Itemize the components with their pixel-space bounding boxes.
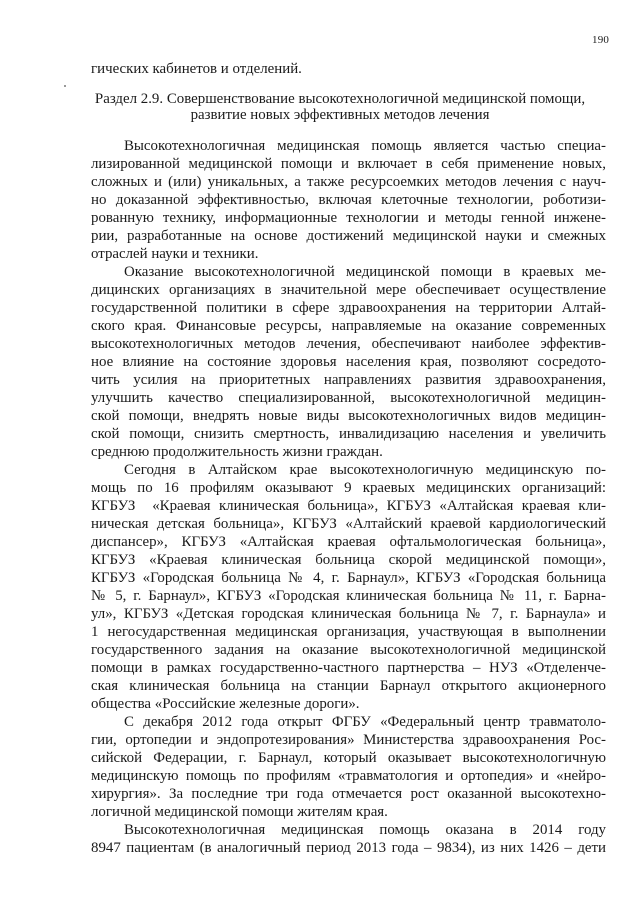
body-line: 8947 пациентам (в аналогичный период 2013 года – 9834), из них 1426 – дети	[91, 840, 606, 856]
body-line: рованную технику, информационные технологии и методы генной инжене-	[91, 210, 606, 226]
body-line: но доказанной эффективностью, включая клеточные технологии, роботизи-	[91, 192, 606, 208]
body-line: № 5, г. Барнаул», КГБУЗ «Городская клиническая больница № 11, г. Барна-	[91, 588, 606, 604]
body-line: медицинскую помощь по профилям «травматология и ортопедия» и «нейро-	[91, 768, 606, 784]
body-line: КГБУЗ «Краевая клиническая больница скорой медицинской помощи»,	[91, 552, 606, 568]
body-line: ской помощи, снизить смертность, инвалидизацию населения и увеличить	[91, 426, 606, 442]
body-line: ническая детская больница», КГБУЗ «Алтайский краевой кардиологический	[91, 516, 606, 532]
body-line: 1 негосударственная медицинская организация, участвующая в выполнении	[91, 624, 606, 640]
body-line: ул», КГБУЗ «Детская городская клиническая больница № 7, г. Барнаула» и	[91, 606, 606, 622]
body-line: Сегодня в Алтайском крае высокотехнологичную медицинскую по-	[124, 462, 606, 478]
body-line: среднюю продолжительность жизни граждан.	[91, 444, 383, 460]
page-number: 190	[592, 34, 610, 46]
body-line: сложных и (или) уникальных, а также ресурсоемких методов лечения с науч-	[91, 174, 606, 190]
body-line: помощи в рамках государственно-частного партнерства – НУЗ «Отделенче-	[91, 660, 606, 676]
body-line: общества «Российские железные дороги».	[91, 696, 360, 712]
body-line: Оказание высокотехнологичной медицинской помощи в краевых ме-	[124, 264, 606, 280]
body-line: дицинских организациях в значительной мере обеспечивает осуществление	[91, 282, 606, 298]
scan-speck	[64, 85, 66, 87]
body-line: рии, разработанные на основе достижений медицинской науки и смежных	[91, 228, 606, 244]
body-line: Высокотехнологичная медицинская помощь является частью специа-	[124, 138, 606, 154]
body-line: государственной политики в сфере здравоохранения на территории Алтай-	[91, 300, 606, 316]
body-line: отраслей науки и техники.	[91, 246, 259, 262]
body-line: С декабря 2012 года открыт ФГБУ «Федеральный центр травматоло-	[124, 714, 606, 730]
body-line: высокотехнологичных методов лечения, обеспечивают наиболее эффектив-	[91, 336, 606, 352]
body-line: ской помощи, внедрять новые виды высокотехнологичных видов медицин-	[91, 408, 606, 424]
body-line: государственного задания на оказание высокотехнологичной медицинской	[91, 642, 606, 658]
body-line: логичной медицинской помощи жителям края.	[91, 804, 388, 820]
body-line: гии, ортопедии и эндопротезирования» Министерства здравоохранения Рос-	[91, 732, 606, 748]
body-line: КГБУЗ «Городская больница № 4, г. Барнаул», КГБУЗ «Городская больница	[91, 570, 606, 586]
body-line: диспансер», КГБУЗ «Алтайская краевая офтальмологическая больница»,	[91, 534, 606, 550]
body-line: мощь по 16 профилям оказывают 9 краевых медицинских организаций:	[91, 480, 606, 496]
body-line: ского края. Финансовые ресурсы, направляемые на оказание современных	[91, 318, 606, 334]
body-line: хирургия». За последние три года отмечается рост оказанной высокотехно-	[91, 786, 606, 802]
body-line: улучшить качество специализированной, высокотехнологичной медицин-	[91, 390, 606, 406]
body-line: ное влияние на состояние здоровья населения края, позволяют сосредото-	[91, 354, 606, 370]
body-line: ская клиническая больница на станции Барнаул открытого акционерного	[91, 678, 606, 694]
body-line: КГБУЗ «Краевая клиническая больница», КГБУЗ «Алтайская краевая кли-	[91, 498, 606, 514]
body-line: сийской Федерации, г. Барнаул, который оказывает высокотехнологичную	[91, 750, 606, 766]
section-title-line-2: развитие новых эффективных методов лечения	[190, 107, 490, 123]
body-line: чить усилия на приоритетных направлениях развития здравоохранения,	[91, 372, 606, 388]
body-line: Высокотехнологичная медицинская помощь оказана в 2014 году	[124, 822, 606, 838]
carryover-line: гических кабинетов и отделений.	[91, 61, 302, 77]
section-title-line-1: Раздел 2.9. Совершенствование высокотехнологичной медицинской помощи,	[94, 91, 586, 107]
body-line: лизированной медицинской помощи и включает в себя применение новых,	[91, 156, 606, 172]
